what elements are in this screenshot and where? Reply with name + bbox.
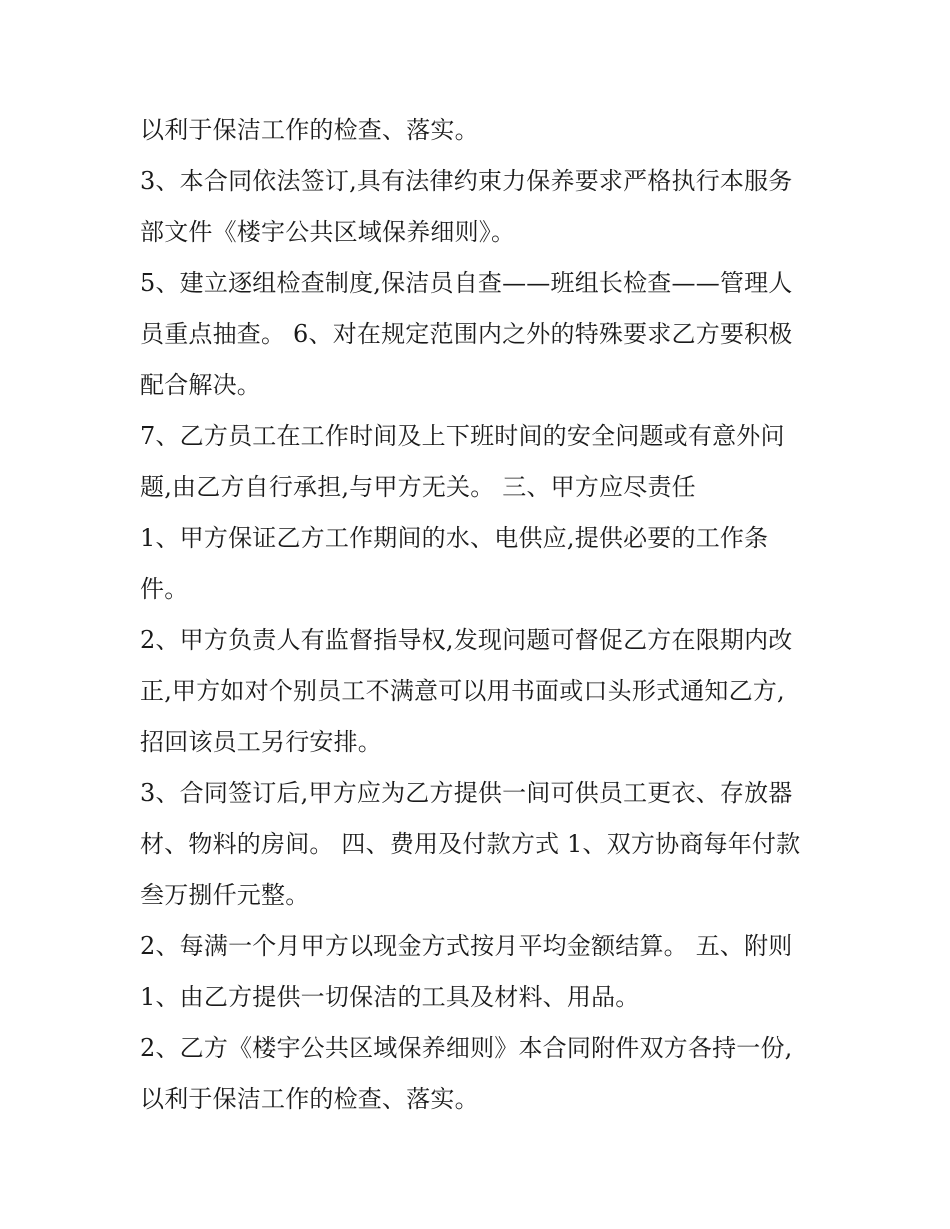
text-line: 正,甲方如对个别员工不满意可以用书面或口头形式通知乙方, <box>140 677 785 705</box>
text-line: 以利于保洁工作的检查、落实。 <box>140 1085 479 1113</box>
text-line: 2、甲方负责人有监督指导权,发现问题可督促乙方在限期内改 <box>140 626 793 654</box>
text-line: 员重点抽查。 6、对在规定范围内之外的特殊要求乙方要积极 <box>140 320 793 348</box>
text-line: 3、合同签订后,甲方应为乙方提供一间可供员工更衣、存放器 <box>140 779 793 807</box>
text-line: 7、乙方员工在工作时间及上下班时间的安全问题或有意外问 <box>140 422 785 450</box>
text-line: 部文件《楼宇公共区域保养细则》。 <box>140 218 516 246</box>
text-line: 1、由乙方提供一切保洁的工具及材料、用品。 <box>140 983 640 1011</box>
text-line: 3、本合同依法签订,具有法律约束力保养要求严格执行本服务 <box>140 167 793 195</box>
text-line: 5、建立逐组检查制度,保洁员自查——班组长检查——管理人 <box>140 269 793 297</box>
text-line: 配合解决。 <box>140 371 261 399</box>
text-line: 以利于保洁工作的检查、落实。 <box>140 116 479 144</box>
text-line: 1、甲方保证乙方工作期间的水、电供应,提供必要的工作条 <box>140 524 769 552</box>
text-line: 招回该员工另行安排。 <box>140 728 382 756</box>
text-line: 材、物料的房间。 四、费用及付款方式 1、双方协商每年付款 <box>140 830 801 858</box>
text-line: 2、乙方《楼宇公共区域保养细则》本合同附件双方各持一份, <box>140 1034 793 1062</box>
text-line: 2、每满一个月甲方以现金方式按月平均金额结算。 五、附则 <box>140 932 793 960</box>
document-body <box>140 105 820 1125</box>
text-line: 叁万捌仟元整。 <box>140 881 310 909</box>
text-line: 题,由乙方自行承担,与甲方无关。 三、甲方应尽责任 <box>140 473 696 501</box>
text-line: 件。 <box>140 575 189 603</box>
